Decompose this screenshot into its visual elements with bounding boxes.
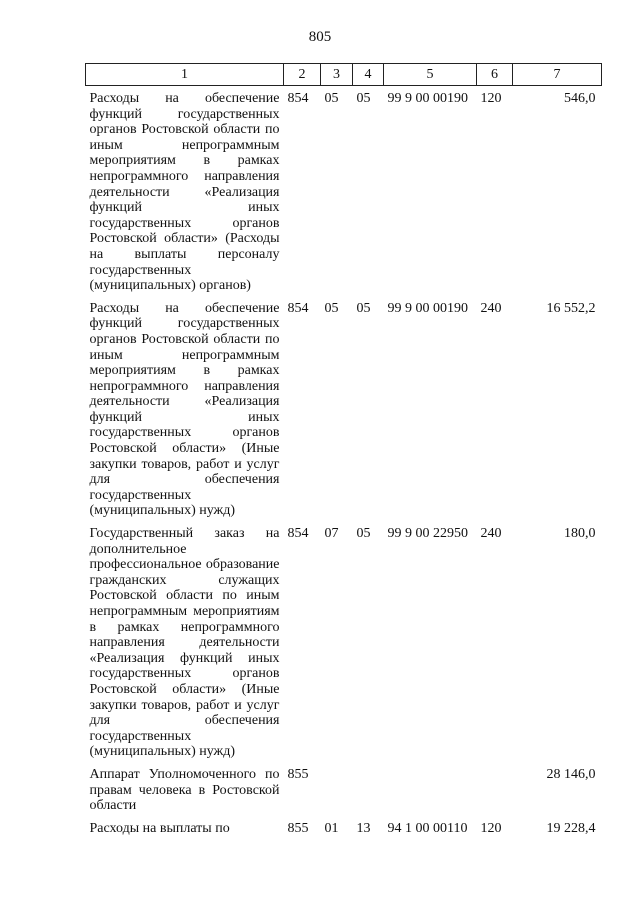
row-subsection bbox=[353, 762, 384, 816]
row-expense-type: 120 bbox=[480, 820, 502, 836]
header-col-1: 1 bbox=[86, 64, 284, 86]
header-col-2: 2 bbox=[284, 64, 321, 86]
table-row bbox=[86, 86, 602, 296]
row-ministry: 854 bbox=[287, 300, 309, 316]
row-amount: 180,0 bbox=[564, 526, 596, 542]
row-expense-type: 240 bbox=[480, 300, 502, 316]
row-description: Государственный заказ на дополнительное профессиональное образование гражданских служащих Ростовской области по иным непрограммным мероприятиям в рамках непрограммного направления деятельности «Реализация функций иных государственных органов Ростовской области» (Иные закупки товаров, работ и услуг для обеспечения государственных (муниципальных) нужд) bbox=[89, 526, 280, 760]
row-amount: 546,0 bbox=[564, 91, 596, 106]
header-col-5: 5 bbox=[384, 64, 477, 86]
table-header bbox=[86, 64, 602, 86]
row-subsection: 05 bbox=[356, 526, 371, 542]
row-subsection: 13 bbox=[356, 820, 371, 836]
row-target: 99 9 00 22950 bbox=[387, 526, 468, 542]
row-expense-type: 240 bbox=[480, 526, 502, 542]
row-expense-type bbox=[477, 762, 513, 816]
row-section: 05 bbox=[324, 300, 339, 316]
row-subsection: 05 bbox=[356, 91, 371, 106]
row-subsection: 05 bbox=[356, 300, 371, 316]
row-section bbox=[321, 762, 353, 816]
header-col-6: 6 bbox=[477, 64, 513, 86]
row-expense-type: 120 bbox=[480, 91, 502, 106]
table-row bbox=[86, 521, 602, 762]
row-amount: 28 146,0 bbox=[546, 766, 596, 782]
table-row bbox=[86, 296, 602, 521]
row-target: 99 9 00 00190 bbox=[387, 91, 468, 106]
row-target bbox=[384, 762, 477, 816]
row-section: 07 bbox=[324, 526, 339, 542]
row-amount: 16 552,2 bbox=[546, 300, 596, 316]
row-ministry: 855 bbox=[287, 820, 309, 836]
row-target: 99 9 00 00190 bbox=[387, 300, 468, 316]
table-row bbox=[86, 816, 602, 839]
table-row bbox=[86, 762, 602, 816]
row-section: 05 bbox=[324, 91, 339, 106]
row-description: Расходы на выплаты по bbox=[89, 820, 230, 836]
row-target: 94 1 00 00110 bbox=[387, 820, 468, 836]
row-description: Расходы на обеспечение функций государственных органов Ростовской области по иным непрограммным мероприятиям в рамках непрограммного направления деятельности «Реализация функций иных государственных органов Ростовской области» (Иные закупки товаров, работ и услуг для обеспечения государственных (муниципальных) нужд) bbox=[89, 300, 280, 519]
header-col-4: 4 bbox=[353, 64, 384, 86]
row-section: 01 bbox=[324, 820, 339, 836]
row-description: Аппарат Уполномоченного по правам человека в Ростовской области bbox=[89, 766, 280, 814]
row-amount: 19 228,4 bbox=[546, 820, 596, 836]
header-col-7: 7 bbox=[513, 64, 602, 86]
row-description: Расходы на обеспечение функций государственных органов Ростовской области по иным непрограммным мероприятиям в рамках непрограммного направления деятельности «Реализация функций иных государственных органов Ростовской области» (Расходы на выплаты персоналу государственных (муниципальных) органов) bbox=[89, 91, 280, 294]
header-col-3: 3 bbox=[321, 64, 353, 86]
page-number: 805 bbox=[308, 29, 332, 45]
row-ministry: 854 bbox=[287, 526, 309, 542]
budget-table bbox=[85, 63, 602, 838]
row-ministry: 854 bbox=[287, 91, 309, 106]
row-ministry: 855 bbox=[287, 766, 309, 782]
